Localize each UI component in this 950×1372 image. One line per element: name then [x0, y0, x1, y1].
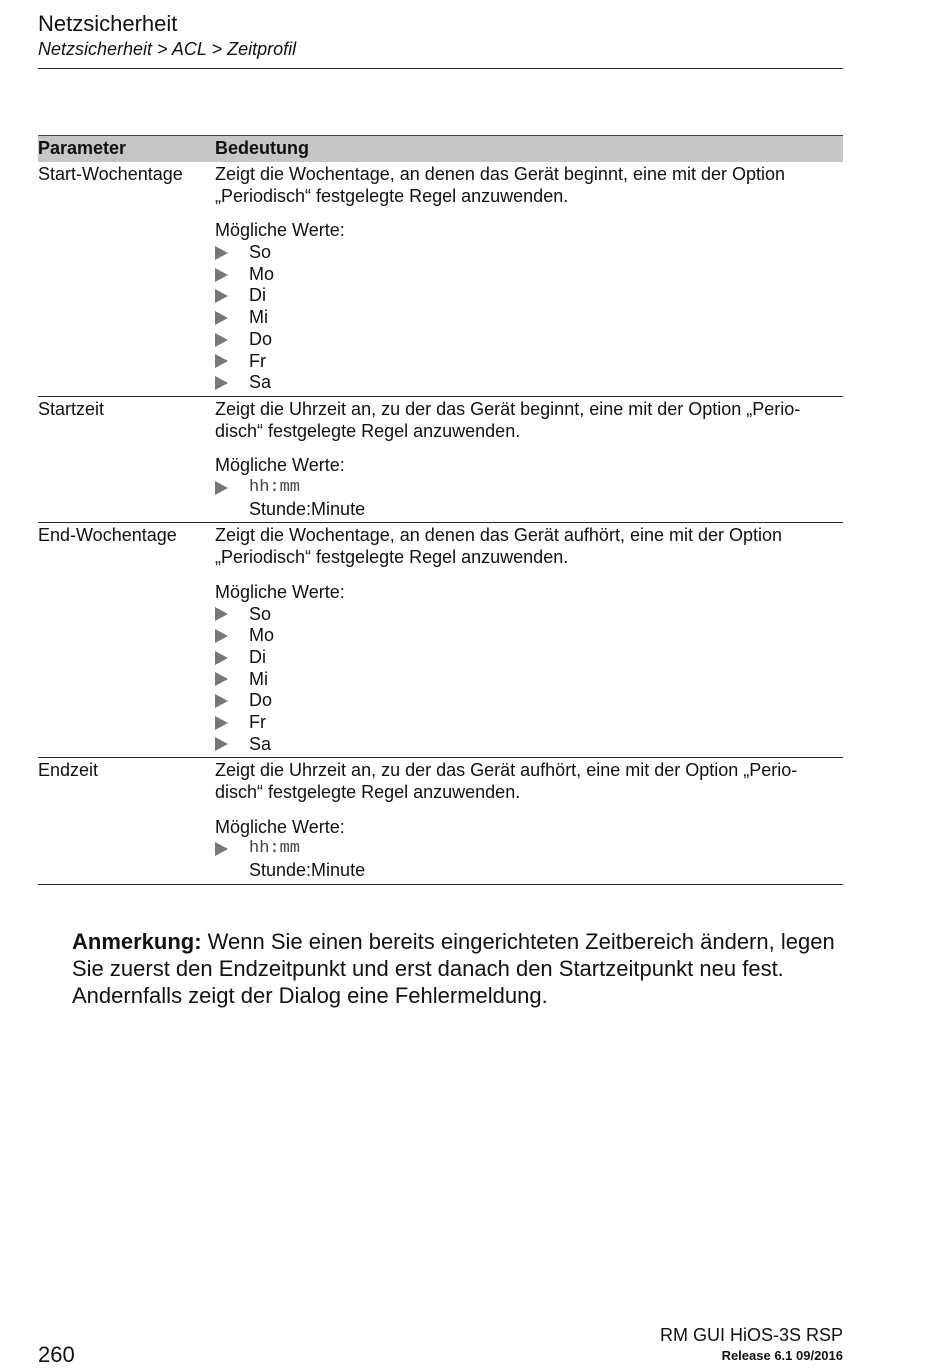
value-text: Di	[249, 646, 266, 667]
list-item	[215, 734, 843, 756]
page-title: Netzsicherheit	[38, 11, 178, 36]
header-divider	[38, 68, 843, 69]
bullet-triangle-icon	[215, 737, 228, 751]
list-item	[215, 264, 843, 286]
bullet-triangle-icon	[215, 268, 228, 282]
bullet-triangle-icon	[215, 607, 228, 621]
list-item	[215, 285, 843, 307]
value-text: Mo	[249, 263, 275, 284]
column-header-bedeutung: Bedeutung	[215, 138, 309, 159]
value-text: Mo	[249, 625, 275, 646]
value-text: Di	[249, 285, 266, 306]
description-line: Zeigt die Uhrzeit an, zu der das Gerät aufhört, eine mit der Option „Perio-	[215, 760, 798, 781]
possible-values-list	[215, 604, 843, 756]
bullet-triangle-icon	[215, 481, 228, 495]
note-text: Wenn Sie einen bereits eingerichteten Zeitbereich ändern, legen Sie zuerst den Endzeitpunkt und erst danach den Startzeitpunkt neu fest. Andernfalls zeigt der Dialog eine Fehlermeldung.	[72, 929, 835, 1008]
description-line: disch“ festgelegte Regel anzuwenden.	[215, 420, 521, 441]
possible-values-label: Mögliche Werte:	[215, 220, 345, 241]
table-row	[38, 758, 843, 884]
bullet-triangle-icon	[215, 716, 228, 730]
value-text: Do	[249, 690, 273, 711]
page-header	[38, 10, 843, 61]
bullet-triangle-icon	[215, 842, 228, 856]
value-text: Sa	[249, 372, 272, 393]
parameter-name: Start-Wochentage	[38, 164, 183, 184]
parameter-description	[215, 164, 843, 394]
value-text: So	[249, 603, 272, 624]
bullet-triangle-icon	[215, 289, 228, 303]
possible-values-label: Mögliche Werte:	[215, 581, 345, 602]
bullet-triangle-icon	[215, 629, 228, 643]
list-item	[215, 669, 843, 691]
parameter-name: Endzeit	[38, 760, 99, 781]
description-line: Zeigt die Uhrzeit an, zu der das Gerät beginnt, eine mit der Option „Perio-	[215, 398, 801, 419]
possible-values-list	[215, 838, 843, 860]
value-text: Mi	[249, 668, 268, 689]
description-line: disch“ festgelegte Regel anzuwenden.	[215, 782, 521, 803]
list-item	[215, 712, 843, 734]
list-item	[215, 307, 843, 329]
parameter-description	[215, 525, 843, 755]
value-text: hh:mm	[249, 478, 301, 498]
list-item	[215, 838, 843, 860]
value-text: hh:mm	[249, 839, 301, 859]
value-format-description: Stunde:Minute	[249, 860, 366, 881]
description-text	[215, 525, 843, 568]
description-line: „Periodisch“ festgelegte Regel anzuwenden.	[215, 547, 569, 568]
table-row	[38, 523, 843, 758]
bullet-triangle-icon	[215, 694, 228, 708]
list-item	[215, 647, 843, 669]
parameter-name: Startzeit	[38, 398, 105, 419]
possible-values-label: Mögliche Werte:	[215, 816, 345, 837]
value-text: Fr	[249, 711, 266, 732]
column-header-parameter: Parameter	[38, 138, 127, 159]
list-item	[215, 329, 843, 351]
bullet-triangle-icon	[215, 376, 228, 390]
description-text	[215, 399, 843, 442]
description-text	[215, 760, 843, 803]
value-text: Do	[249, 328, 273, 349]
list-item	[215, 604, 843, 626]
parameter-name: End-Wochentage	[38, 525, 177, 546]
bullet-triangle-icon	[215, 354, 228, 368]
bullet-triangle-icon	[215, 672, 228, 686]
description-line: „Periodisch“ festgelegte Regel anzuwenden.	[215, 185, 569, 206]
bullet-triangle-icon	[215, 651, 228, 665]
footer-product: RM GUI HiOS-3S RSP	[659, 1325, 843, 1345]
table-body	[38, 162, 843, 885]
value-format-description: Stunde:Minute	[249, 498, 366, 519]
value-text: So	[249, 242, 272, 263]
parameter-description	[215, 399, 843, 520]
list-item	[215, 625, 843, 647]
note-label: Anmerkung:	[72, 929, 202, 954]
bullet-triangle-icon	[215, 333, 228, 347]
list-item	[215, 351, 843, 373]
value-text: Mi	[249, 307, 268, 328]
table-row	[38, 397, 843, 523]
description-line: Zeigt die Wochentage, an denen das Gerät aufhört, eine mit der Option	[215, 525, 783, 546]
description-line: Zeigt die Wochentage, an denen das Gerät beginnt, eine mit der Option	[215, 164, 786, 184]
description-text	[215, 164, 843, 207]
table-row	[38, 162, 843, 397]
possible-values-list	[215, 242, 843, 394]
list-item	[215, 690, 843, 712]
parameter-table	[38, 135, 843, 885]
table-header	[38, 136, 843, 162]
list-item	[215, 242, 843, 264]
list-item	[215, 477, 843, 499]
possible-values-label: Mögliche Werte:	[215, 455, 345, 476]
bullet-triangle-icon	[215, 246, 228, 260]
footer-release: Release 6.1 09/2016	[721, 1348, 843, 1363]
page-number: 260	[38, 1342, 75, 1367]
parameter-description	[215, 760, 843, 881]
breadcrumb: Netzsicherheit > ACL > Zeitprofil	[38, 39, 297, 59]
note-paragraph	[72, 928, 852, 1009]
bullet-triangle-icon	[215, 311, 228, 325]
possible-values-list	[215, 477, 843, 499]
list-item	[215, 372, 843, 394]
value-text: Sa	[249, 733, 272, 754]
value-text: Fr	[249, 350, 266, 371]
